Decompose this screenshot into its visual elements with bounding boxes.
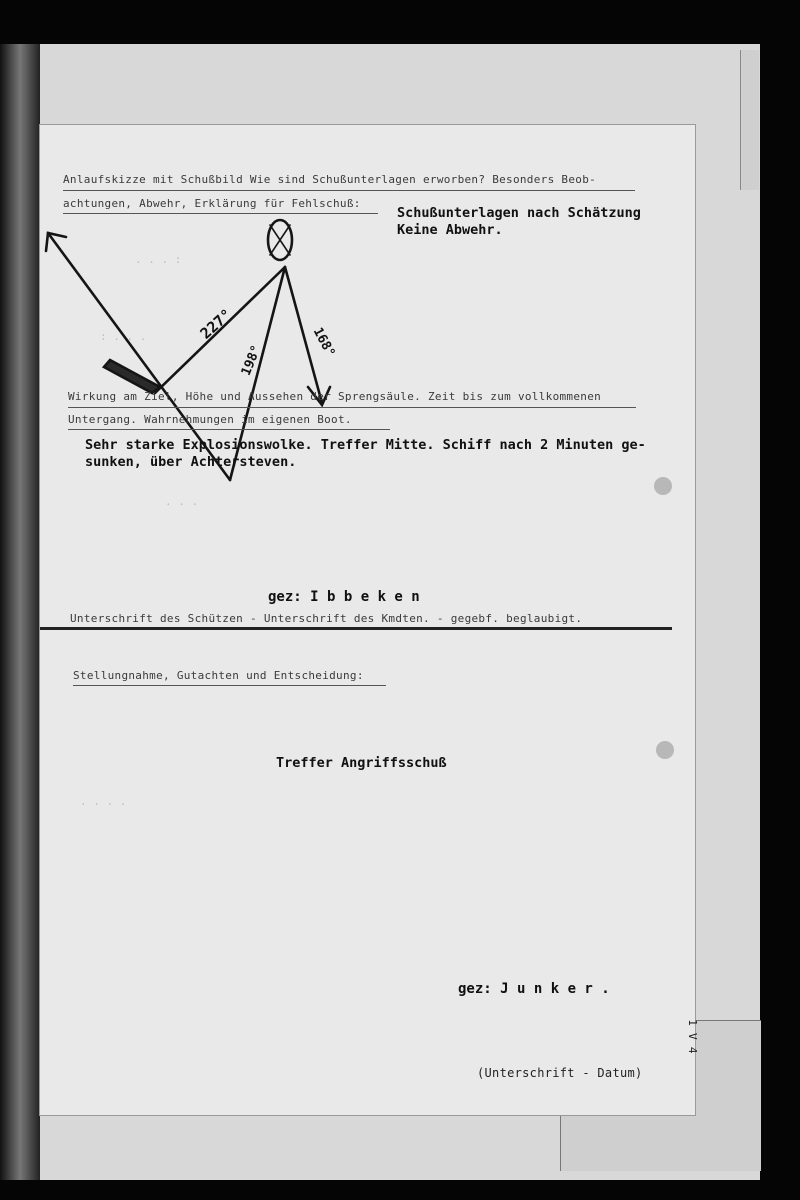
effect-label-line1: Wirkung am Ziel, Höhe und Aussehen der Sprengsäule. Zeit bis zum vollkommenen [68,390,602,403]
angle-label-168: 168° [309,325,338,360]
effect-label-line2: Untergang. Wahrnehmungen im eigenen Boot. [68,413,352,426]
punch-hole [656,741,674,759]
defense-entry: Keine Abwehr. [397,222,503,238]
sketch-header-line1: Anlaufskizze mit Schußbild Wie sind Schußunterlagen erworben? Besonders Beob- [63,173,597,186]
effect-entry-line1: Sehr starke Explosionswolke. Treffer Mitte. Schiff nach 2 Minuten ge- [85,437,646,453]
angle-label-198: 198° [238,343,265,378]
opinion-underline [73,685,386,686]
bleed-through-mark: . . . [165,495,199,508]
margin-mark: 1 V 4 [685,1019,699,1054]
document-sheet [40,125,699,1115]
effect-entry-line2: sunken, über Achtersteven. [85,454,297,470]
data-basis-entry: Schußunterlagen nach Schätzung [397,205,641,221]
bleed-through-mark: . . . . [80,795,127,808]
signature-caption: Unterschrift des Schützen - Unterschrift des Kmdten. - gegebf. beglaubigt. [70,612,583,625]
sketch-header-line2: achtungen, Abwehr, Erklärung für Fehlschuß: [63,197,361,210]
angle-label-227: 227° [196,305,236,343]
effect-underline [68,429,390,430]
bleed-through-mark: : . . . [100,330,147,343]
opinion-label: Stellungnahme, Gutachten und Entscheidung: [73,669,364,682]
left-edge-strip [0,44,40,1180]
back-sheet-flap [740,50,759,190]
decision-entry: Treffer Angriffsschuß [276,755,447,771]
section-divider [40,627,672,630]
punch-hole [654,477,672,495]
effect-underline [68,407,636,408]
u-boat-position [104,360,160,393]
bleed-through-mark: . . . : [135,253,182,266]
commander-signature: gez: J u n k e r . [458,981,610,997]
date-caption: (Unterschrift - Datum) [477,1066,643,1080]
shooter-signature: gez: I b b e k e n [268,589,420,605]
